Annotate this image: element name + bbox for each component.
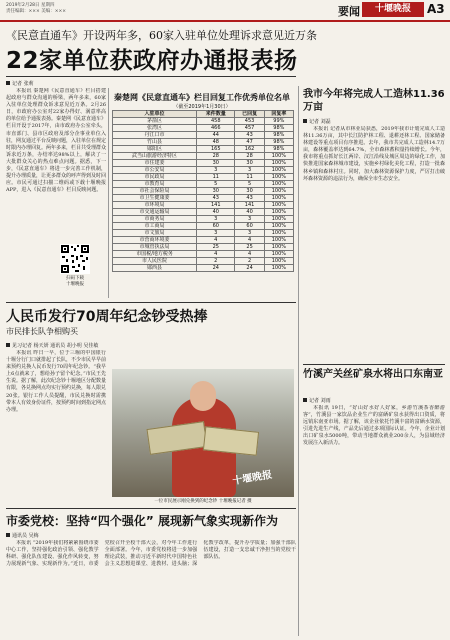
table-cell: 市工商局 — [113, 223, 197, 230]
table-cell: 24 — [197, 265, 235, 272]
table-cell: 98% — [264, 125, 293, 132]
story3-headline: 市委党校：坚持“四个强化” 展现新气象实现新作为 — [6, 514, 278, 528]
table-cell: 100% — [264, 181, 293, 188]
table-cell: 4 — [235, 251, 264, 258]
table-cell: 100% — [264, 230, 293, 237]
table-cell: 43 — [235, 132, 264, 139]
table-cell: 4 — [197, 251, 235, 258]
table-cell: 3 — [235, 216, 264, 223]
table-cell: 453 — [235, 118, 264, 125]
table-cell: 30 — [197, 160, 235, 167]
table-cell: 市营商环境委 — [113, 237, 197, 244]
table-row — [113, 118, 294, 125]
page-number: A3 — [427, 2, 445, 16]
table-cell: 武当山旅游经济特区 — [113, 153, 197, 160]
table-cell: 162 — [235, 146, 264, 153]
table-subtitle: （截至2019年1月30日） — [173, 104, 231, 110]
table-row — [113, 230, 294, 237]
table-header: 回复率 — [264, 111, 293, 118]
right2-rule — [303, 364, 445, 365]
table-cell: 60 — [197, 223, 235, 230]
right2-body: 本报讯 19日，“好山好水好人好家，乡游竹溪茶香醉游客”，竹溪县一家饮品企业生产的富硒矿泉水获得出口资质，将远销东南亚市场。据了解，该企业依托竹溪丰富的富硒水资源，引进先进生产线，产品先后通过多项国际认证。今年，企业计划出口矿泉水5000吨，带动当地群众就业200余人，为县域经济发展注入新活力。 — [303, 405, 445, 447]
table-cell: 100% — [264, 251, 293, 258]
table-cell: 98% — [264, 132, 293, 139]
table-cell: 165 — [197, 146, 235, 153]
table-cell: 100% — [264, 244, 293, 251]
table-cell: 28 — [235, 153, 264, 160]
lead-headline: 22家单位获政府办通报表扬 — [6, 48, 298, 74]
table-cell: 24 — [235, 265, 264, 272]
table-row — [113, 258, 294, 265]
table-cell: 2 — [235, 258, 264, 265]
table-cell: 市卫生健康委 — [113, 195, 197, 202]
column-divider — [108, 88, 109, 298]
right2-headline: 竹溪产关丝矿泉水将出口东南亚 — [303, 369, 443, 380]
table-row — [113, 265, 294, 272]
table-row — [113, 202, 294, 209]
table-cell: 100% — [264, 258, 293, 265]
qr-caption-line2: 十堰晚报 — [66, 282, 84, 287]
table-cell: 市环境局 — [113, 202, 197, 209]
table-header: 已回复 — [235, 111, 264, 118]
story2-subtitle: 市民排长队争相购买 — [6, 327, 78, 336]
table-cell: 25 — [197, 244, 235, 251]
photo-commemorative-note — [112, 369, 294, 497]
table-cell: 30 — [235, 160, 264, 167]
table-cell: 40 — [197, 209, 235, 216]
story2-headline: 人民币发行70周年纪念钞受热捧 — [6, 309, 208, 325]
table-cell: 40 — [235, 209, 264, 216]
table-cell: 48 — [197, 139, 235, 146]
table-row — [113, 160, 294, 167]
table-cell: 市社会保险局 — [113, 188, 197, 195]
qr-code[interactable] — [60, 244, 90, 274]
table-cell: 市公安局 — [113, 167, 197, 174]
table-header: 来件数量 — [197, 111, 235, 118]
table-cell: 98% — [264, 146, 293, 153]
table-cell: 3 — [197, 167, 235, 174]
dateline-editors: 责任编辑：××× 美编：××× — [6, 9, 67, 14]
table-row — [113, 125, 294, 132]
table-cell: 11 — [235, 174, 264, 181]
table-cell: 47 — [235, 139, 264, 146]
table-cell: 100% — [264, 202, 293, 209]
table-cell: 茅箭区 — [113, 118, 197, 125]
table-cell: 市教育局 — [113, 181, 197, 188]
table-title: 秦楚网《民意直通车》栏目回复工作优秀单位名单 — [114, 93, 290, 102]
table-cell: 5 — [197, 181, 235, 188]
table-cell: 4 — [197, 237, 235, 244]
table-cell: 60 — [235, 223, 264, 230]
table-row — [113, 188, 294, 195]
qr-caption — [57, 276, 93, 288]
table-cell: 3 — [235, 167, 264, 174]
table-row — [113, 132, 294, 139]
table-cell: 28 — [197, 153, 235, 160]
photo-caption: 一位市民展示刚兑换到的纪念钞 十堰晚报记者 摄 — [154, 499, 252, 504]
table-row — [113, 237, 294, 244]
table-cell: 100% — [264, 167, 293, 174]
table-cell: 丹江口市 — [113, 132, 197, 139]
table-cell: 100% — [264, 265, 293, 272]
table-row — [113, 174, 294, 181]
table-row — [113, 139, 294, 146]
table-row — [113, 146, 294, 153]
photo-watermark: 十堰晚报 — [231, 469, 273, 488]
table-row — [113, 244, 294, 251]
table-cell: 100% — [264, 237, 293, 244]
table-row — [113, 195, 294, 202]
story3-byline: 通讯员 吴梅 — [6, 532, 39, 539]
story2-body: 本报讯 昨日一早，位于三堰的中国银行十堰分行门口就排起了长队，不少市民早早前来预约兑换人民币发行70周年纪念钞。“我早上6点就来了，想给孙子留个纪念。”市民王先生说。据了解，此次纪念钞十堰地区分配数量有限，各兑换网点均实行预约兑换，每人限兑20张。银行工作人员提醒，市民兑换时需携带本人有效身份证件，按预约时间到指定网点办理。 — [6, 350, 106, 413]
dateline-date: 2019年2月28日 星期四 — [6, 3, 55, 8]
table-cell: 3 — [197, 216, 235, 223]
table-cell: 100% — [264, 223, 293, 230]
qr-caption-line1: 扫码下载 — [66, 276, 84, 281]
story2-byline: 见习记者 杨天妍 通讯员 胡小明 吴佳敏 — [6, 342, 98, 349]
table-cell: 141 — [235, 202, 264, 209]
photo-face — [190, 381, 216, 411]
story3-body: 本报讯 “2019年我们将紧紧围绕市委中心工作，坚持强化政治引领、强化教学科研、强化队伍建设、强化作风转变，努力展现新气象、实现新作为。”近日，市委党校召开全校干部大会，对今年工作进行全面部署。今年，市委党校将进一步加强理论武装，推动习近平新时代中国特色社会主义思想进课堂、进教材、进头脑；深化教学改革，提升办学质量；加强干部队伍建设，打造一支忠诚干净担当的党校干部队伍。 — [6, 540, 296, 568]
section-name: 要闻 — [338, 5, 360, 18]
masthead-bar — [0, 0, 450, 22]
lead-subtitle: 《民意直通车》开设两年多，60家入驻单位处理诉求意见近万条 — [6, 29, 317, 42]
table-cell: 43 — [235, 195, 264, 202]
table-cell: 5 — [235, 181, 264, 188]
story3-rule — [6, 508, 296, 509]
table-cell: 市民政局 — [113, 174, 197, 181]
table-cell: 市文旅局 — [113, 230, 197, 237]
table-row — [113, 251, 294, 258]
table-row — [113, 181, 294, 188]
table-row — [113, 167, 294, 174]
table-cell: 98% — [264, 139, 293, 146]
table-cell: 100% — [264, 188, 293, 195]
table-cell: 郧阳区 — [113, 146, 197, 153]
table-cell: 市人民医院 — [113, 258, 197, 265]
table-header-row — [113, 111, 294, 118]
table-cell: 25 — [235, 244, 264, 251]
table-cell: 100% — [264, 195, 293, 202]
table-row — [113, 209, 294, 216]
lead-rule — [6, 76, 296, 77]
table-cell: 44 — [197, 132, 235, 139]
table-cell: 100% — [264, 153, 293, 160]
right1-byline: 记者 刘磊 — [303, 118, 331, 125]
table-cell: 458 — [197, 118, 235, 125]
table-cell: 11 — [197, 174, 235, 181]
table-cell: 4 — [235, 237, 264, 244]
excellent-units-table — [112, 110, 294, 272]
table-cell: 457 — [235, 125, 264, 132]
table-cell: 市商务局 — [113, 216, 197, 223]
table-header: 入驻单位 — [113, 111, 197, 118]
table-cell: 100% — [264, 160, 293, 167]
table-cell: 张湾区 — [113, 125, 197, 132]
right2-byline: 记者 刘雨 — [303, 397, 331, 404]
table-cell: 郧西县 — [113, 265, 197, 272]
table-cell: 3 — [235, 230, 264, 237]
column-divider — [298, 86, 299, 636]
table-cell: 100% — [264, 216, 293, 223]
table-cell: 30 — [235, 188, 264, 195]
table-cell: 30 — [197, 188, 235, 195]
dateline — [6, 3, 156, 15]
lead-body: 本报讯 秦楚网《民意直通车》栏目搭建起政府与群众沟通的桥梁，两年多来，60家入驻单位处理群众诉求意见近万条。2月26日，市政府办公室对22家办得好、满意率高的单位给予通报表扬。秦楚网《民意直通车》栏目开设于2017年，由市政府办公室牵头，市直部门、县市区政府及部分企事业单位入驻，网友通过平台反映问题，入驻单位在规定时限内办理回复。两年多来，栏目共受理群众诉求近万条，办结率达98%以上，解决了一大批群众关心的热点难点问题。据悉，下一步，《民意直通车》将进一步完善工作机制，提升办理质量，让更多群众的呼声得到及时回应。市民可通过扫描二维码或下载十堰晚报APP，进入《民意直通车》栏目反映问题。 — [6, 88, 106, 194]
table-cell: 466 — [197, 125, 235, 132]
table-cell: 市住建委 — [113, 160, 197, 167]
table-cell: 市交通运输局 — [113, 209, 197, 216]
table-cell: 99% — [264, 118, 293, 125]
table-cell: 141 — [197, 202, 235, 209]
table-row — [113, 223, 294, 230]
table-cell: 2 — [197, 258, 235, 265]
table-cell: 竹山县 — [113, 139, 197, 146]
story2-rule — [6, 302, 296, 303]
lead-byline: 记者 张莉 — [6, 80, 34, 87]
right1-headline: 我市今年将完成人工造林11.36万亩 — [303, 89, 445, 113]
table-cell: 100% — [264, 174, 293, 181]
paper-logo: 十堰晚报 — [362, 2, 424, 17]
table-row — [113, 216, 294, 223]
table-cell: 市国税/地方税务 — [113, 251, 197, 258]
table-cell: 市城管执法局 — [113, 244, 197, 251]
table-cell: 43 — [197, 195, 235, 202]
table-cell: 100% — [264, 209, 293, 216]
table-row — [113, 153, 294, 160]
table-cell: 3 — [197, 230, 235, 237]
right1-body: 本报讯 记者从市林业局获悉，2019年我市计划完成人工造林11.36万亩，其中长江防护林工程、退耕还林工程、国家储备林建设等重点项目有序推进。去年，我市共完成人工造林14.7万亩，森林覆盖率达到64.7%，全市森林蓄积量持续增长。今年，我市将重点抓好长江两岸、汉江沿线及城区周边的绿化工作，加快推进国家森林城市建设，实施乡村绿化美化工程，打造一批森林乡镇和森林村庄。同时，加大森林资源保护力度，严厉打击破坏森林资源的违法行为，确保全市生态安全。 — [303, 126, 445, 182]
